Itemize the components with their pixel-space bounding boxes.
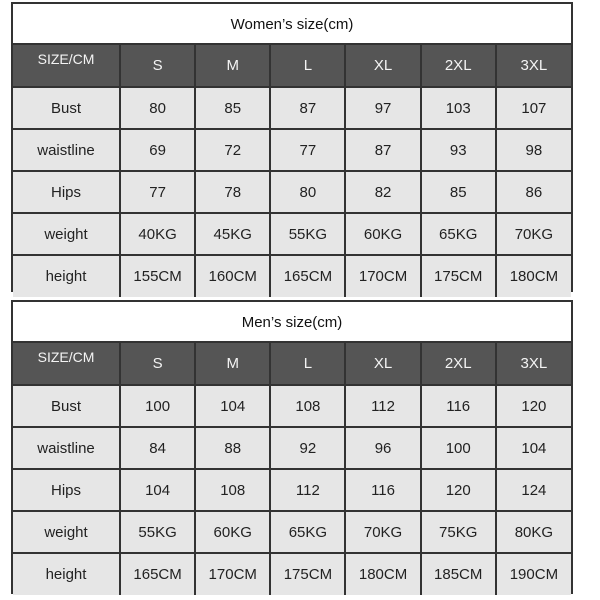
header-row <box>13 343 571 385</box>
table-cell: 170CM <box>195 553 270 595</box>
table-cell: 170CM <box>345 255 420 297</box>
table-cell: 116 <box>345 469 420 511</box>
size-header: M <box>195 45 270 87</box>
size-header: L <box>270 45 345 87</box>
table-cell: 107 <box>496 87 571 129</box>
mens-size-title: Men’s size(cm) <box>13 302 571 343</box>
table-cell: 100 <box>120 385 195 427</box>
table-cell: 175CM <box>421 255 496 297</box>
table-cell: 103 <box>421 87 496 129</box>
table-cell: 55KG <box>120 511 195 553</box>
table-cell: 180CM <box>345 553 420 595</box>
size-header: 2XL <box>421 343 496 385</box>
table-cell: 80 <box>270 171 345 213</box>
table-cell: 190CM <box>496 553 571 595</box>
size-header: M <box>195 343 270 385</box>
table-cell: 93 <box>421 129 496 171</box>
mens-size-table <box>13 343 571 595</box>
table-cell: 60KG <box>345 213 420 255</box>
table-cell: 116 <box>421 385 496 427</box>
mens-size-chart <box>11 300 573 594</box>
womens-size-chart <box>11 2 573 292</box>
table-cell: 86 <box>496 171 571 213</box>
size-header: L <box>270 343 345 385</box>
row-label: weight <box>13 511 120 553</box>
table-cell: 165CM <box>120 553 195 595</box>
size-header: 2XL <box>421 45 496 87</box>
table-cell: 84 <box>120 427 195 469</box>
table-cell: 155CM <box>120 255 195 297</box>
table-cell: 85 <box>195 87 270 129</box>
row-label: Bust <box>13 87 120 129</box>
table-cell: 104 <box>496 427 571 469</box>
table-cell: 78 <box>195 171 270 213</box>
table-cell: 97 <box>345 87 420 129</box>
table-cell: 77 <box>270 129 345 171</box>
table-cell: 120 <box>421 469 496 511</box>
table-cell: 55KG <box>270 213 345 255</box>
row-label: Hips <box>13 171 120 213</box>
corner-label: SIZE/CM <box>13 45 120 87</box>
table-cell: 70KG <box>345 511 420 553</box>
table-cell: 120 <box>496 385 571 427</box>
womens-size-title: Women’s size(cm) <box>13 4 571 45</box>
table-cell: 82 <box>345 171 420 213</box>
row-label: Hips <box>13 469 120 511</box>
table-cell: 124 <box>496 469 571 511</box>
womens-size-table <box>13 45 571 297</box>
table-cell: 65KG <box>270 511 345 553</box>
corner-label: SIZE/CM <box>13 343 120 385</box>
table-cell: 80KG <box>496 511 571 553</box>
table-row <box>13 385 571 427</box>
table-cell: 100 <box>421 427 496 469</box>
table-cell: 104 <box>120 469 195 511</box>
row-label: height <box>13 255 120 297</box>
size-header: S <box>120 343 195 385</box>
table-row <box>13 171 571 213</box>
table-cell: 112 <box>345 385 420 427</box>
row-label: height <box>13 553 120 595</box>
table-cell: 45KG <box>195 213 270 255</box>
table-cell: 108 <box>270 385 345 427</box>
row-label: Bust <box>13 385 120 427</box>
table-cell: 69 <box>120 129 195 171</box>
table-row <box>13 511 571 553</box>
table-row <box>13 87 571 129</box>
table-cell: 87 <box>345 129 420 171</box>
size-header: XL <box>345 343 420 385</box>
table-cell: 165CM <box>270 255 345 297</box>
table-cell: 175CM <box>270 553 345 595</box>
row-label: waistline <box>13 129 120 171</box>
header-row <box>13 45 571 87</box>
table-row <box>13 129 571 171</box>
table-cell: 60KG <box>195 511 270 553</box>
table-cell: 160CM <box>195 255 270 297</box>
table-cell: 98 <box>496 129 571 171</box>
table-cell: 70KG <box>496 213 571 255</box>
row-label: weight <box>13 213 120 255</box>
table-row <box>13 553 571 595</box>
size-header: XL <box>345 45 420 87</box>
table-cell: 40KG <box>120 213 195 255</box>
table-cell: 180CM <box>496 255 571 297</box>
table-cell: 104 <box>195 385 270 427</box>
table-row <box>13 213 571 255</box>
table-cell: 87 <box>270 87 345 129</box>
table-cell: 75KG <box>421 511 496 553</box>
table-cell: 72 <box>195 129 270 171</box>
table-cell: 96 <box>345 427 420 469</box>
size-header: 3XL <box>496 45 571 87</box>
table-cell: 108 <box>195 469 270 511</box>
table-cell: 88 <box>195 427 270 469</box>
size-header: 3XL <box>496 343 571 385</box>
table-cell: 80 <box>120 87 195 129</box>
table-cell: 185CM <box>421 553 496 595</box>
table-row <box>13 255 571 297</box>
table-row <box>13 469 571 511</box>
table-cell: 92 <box>270 427 345 469</box>
table-cell: 65KG <box>421 213 496 255</box>
row-label: waistline <box>13 427 120 469</box>
table-cell: 112 <box>270 469 345 511</box>
table-cell: 77 <box>120 171 195 213</box>
table-row <box>13 427 571 469</box>
size-header: S <box>120 45 195 87</box>
table-cell: 85 <box>421 171 496 213</box>
